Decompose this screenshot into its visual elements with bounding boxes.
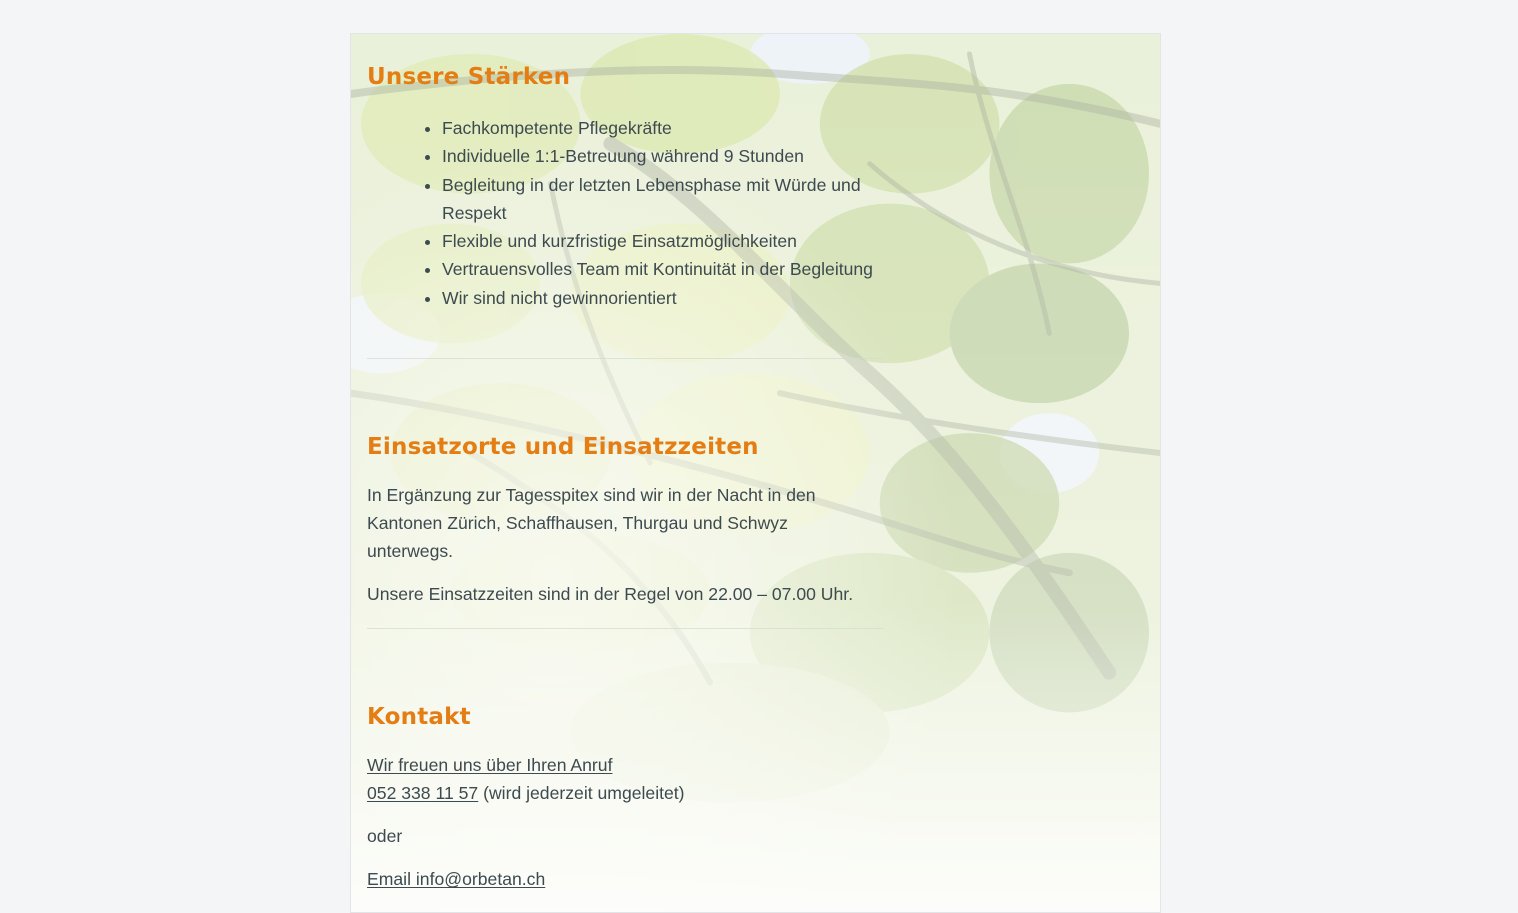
- contact-heading: Kontakt: [367, 704, 471, 730]
- hours-paragraph: Unsere Einsatzzeiten sind in der Regel von 22.00 – 07.00 Uhr.: [367, 584, 854, 604]
- contact-paragraph: [367, 751, 877, 807]
- section-divider: [367, 358, 883, 359]
- list-item: • Flexible und kurzfristige Einsatzmöglichkeiten: [442, 227, 892, 255]
- strengths-heading: Unsere Stärken: [367, 64, 571, 90]
- email-link[interactable]: Email info@orbetan.ch: [367, 869, 546, 889]
- locations-heading: Einsatzorte und Einsatzzeiten: [367, 434, 759, 460]
- call-link[interactable]: Wir freuen uns über Ihren Anruf: [367, 755, 613, 775]
- email-paragraph: [367, 865, 545, 893]
- list-item: • Wir sind nicht gewinnorientiert: [442, 284, 892, 312]
- or-text: oder: [367, 826, 403, 846]
- phone-link[interactable]: 052 338 11 57: [367, 783, 479, 803]
- list-item: • Vertrauensvolles Team mit Kontinuität in der Begleitung: [442, 255, 892, 283]
- list-item: • Begleitung in der letzten Lebensphase mit Würde und Respekt: [442, 171, 892, 228]
- content-card: [350, 33, 1161, 913]
- phone-note: (wird jederzeit umgeleitet): [478, 783, 685, 803]
- strengths-list: [423, 114, 892, 312]
- section-divider: [367, 628, 883, 629]
- list-item: • Fachkompetente Pflegekräfte: [442, 114, 892, 142]
- locations-paragraph: In Ergänzung zur Tagesspitex sind wir in der Nacht in den Kantonen Zürich, Schaffhausen, Thurgau und Schwyz unterwegs.: [367, 485, 816, 561]
- list-item: • Individuelle 1:1-Betreuung während 9 Stunden: [442, 142, 892, 170]
